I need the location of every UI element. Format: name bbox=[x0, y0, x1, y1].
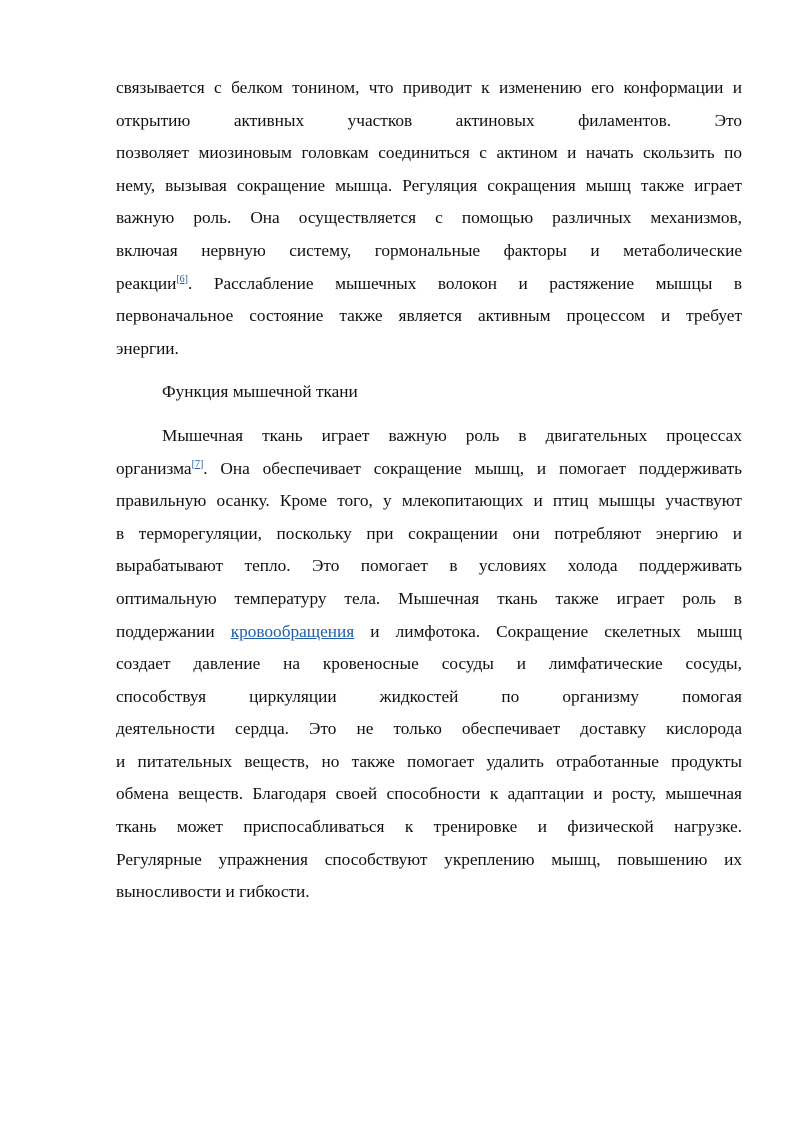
text-line: создает давление на кровеносные сосуды и лимфатические сосуды, bbox=[116, 654, 742, 674]
text-line: способствуя циркуляции жидкостей по организму помогая bbox=[116, 686, 742, 706]
text-line: включая нервную систему, гормональные факторы и метаболические bbox=[116, 240, 742, 260]
text-fragment: организма bbox=[116, 458, 192, 478]
text-line: оптимальную температуру тела. Мышечная ткань также играет роль в bbox=[116, 588, 742, 608]
paragraph-muscle-contraction bbox=[116, 72, 742, 365]
text-fragment: поддержании bbox=[116, 621, 231, 641]
footnote-ref-7[interactable]: [7] bbox=[191, 458, 204, 470]
text-line: энергии. bbox=[116, 338, 179, 358]
text-line: обмена веществ. Благодаря своей способности к адаптации и росту, мышечная bbox=[116, 784, 742, 804]
text-line: Мышечная ткань играет важную роль в двигательных процессах bbox=[162, 425, 742, 445]
text-line-with-ref bbox=[116, 453, 742, 486]
text-fragment: и лимфотока. Сокращение скелетных мышц bbox=[354, 621, 742, 641]
text-fragment: реакции bbox=[116, 273, 177, 293]
text-line: позволяет миозиновым головкам соединиться с актином и начать скользить по bbox=[116, 143, 742, 163]
paragraph-gap bbox=[116, 365, 742, 376]
paragraph-gap bbox=[116, 409, 742, 420]
text-line: открытию активных участков актиновых филаментов. Это bbox=[116, 110, 742, 130]
text-fragment: . Расслабление мышечных волокон и растяжение мышцы в bbox=[188, 273, 742, 293]
text-fragment: . Она обеспечивает сокращение мышц, и помогает поддерживать bbox=[203, 458, 742, 478]
text-line: правильную осанку. Кроме того, у млекопитающих и птиц мышцы участвуют bbox=[116, 491, 742, 511]
text-line: важную роль. Она осуществляется с помощью различных механизмов, bbox=[116, 208, 742, 228]
text-line: и питательных веществ, но также помогает удалить отработанные продукты bbox=[116, 751, 742, 771]
text-line-with-link bbox=[116, 616, 742, 649]
text-line: Регулярные упражнения способствуют укреплению мышц, повышению их bbox=[116, 849, 742, 869]
footnote-ref-6[interactable]: [6] bbox=[176, 273, 189, 285]
text-line: нему, вызывая сокращение мышца. Регуляция сокращения мышц также играет bbox=[116, 175, 742, 195]
section-heading: Функция мышечной ткани bbox=[162, 382, 358, 402]
text-line-with-ref bbox=[116, 268, 742, 301]
document-body bbox=[116, 72, 742, 909]
text-line: ткань может приспосабливаться к тренировке и физической нагрузке. bbox=[116, 817, 742, 837]
text-line: деятельности сердца. Это не только обеспечивает доставку кислорода bbox=[116, 719, 742, 739]
text-line: выносливости и гибкости. bbox=[116, 882, 310, 902]
paragraph-muscle-function bbox=[116, 420, 742, 909]
link-blood-circulation[interactable]: кровообращения bbox=[230, 621, 355, 641]
text-line: в терморегуляции, поскольку при сокращении они потребляют энергию и bbox=[116, 523, 742, 543]
text-line: первоначальное состояние также является активным процессом и требует bbox=[116, 306, 742, 326]
text-line: связывается с белком тонином, что приводит к изменению его конформации и bbox=[116, 78, 742, 97]
text-line: вырабатывают тепло. Это помогает в условиях холода поддерживать bbox=[116, 556, 742, 576]
